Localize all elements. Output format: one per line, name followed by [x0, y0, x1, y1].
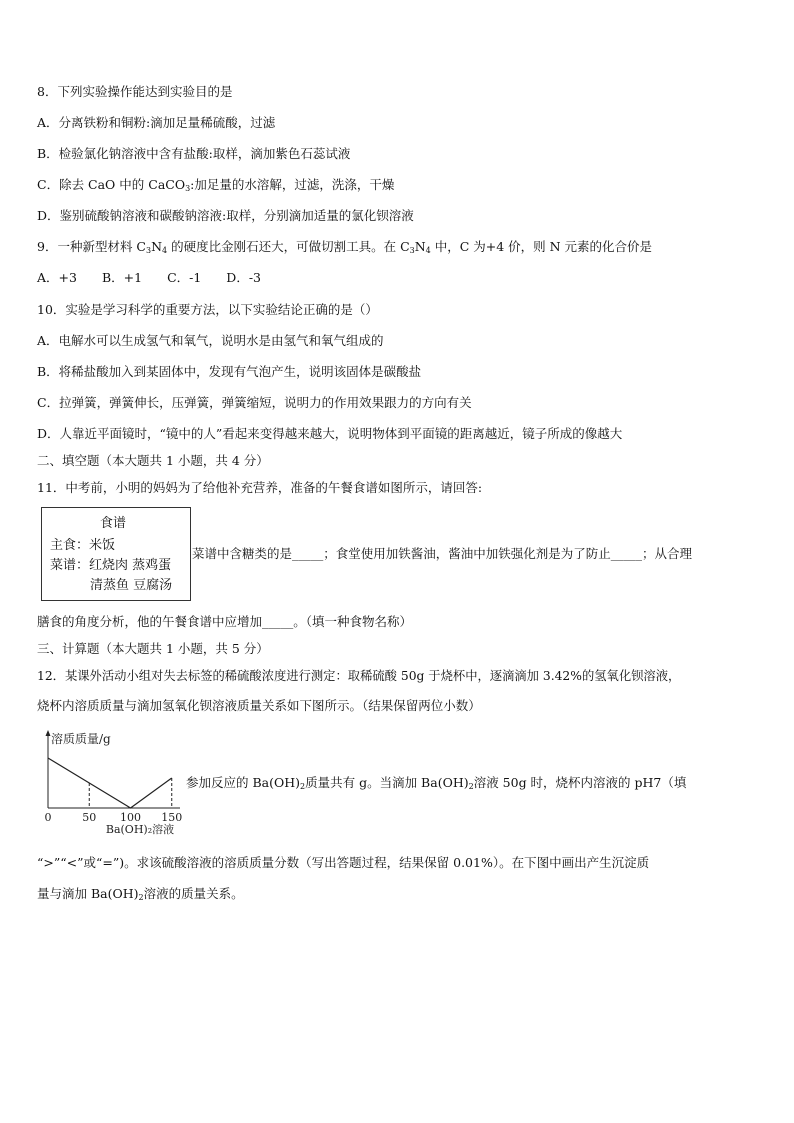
x-tick-label-2: 150	[161, 811, 183, 824]
menu-staple: 主食：米饭	[50, 538, 116, 553]
q8-option-d: D．鉴别硫酸钠溶液和碳酸钠溶液:取样，分别滴加适量的氯化钡溶液	[37, 208, 414, 223]
q8-stem: 8．下列实验操作能达到实验目的是	[37, 84, 233, 99]
q11-text-2: 膳食的角度分析，他的午餐食谱中应增加_____。（填一种食物名称）	[37, 614, 413, 629]
menu-dishes-line1: 菜谱：红烧肉 蒸鸡蛋	[50, 558, 172, 573]
q12-side-text	[186, 775, 686, 791]
q12-side-pre: 参加反应的 Ba(OH)	[186, 775, 301, 790]
solute-mass-chart	[30, 730, 190, 840]
x-origin-label: 0	[44, 811, 52, 824]
q9-stem	[37, 239, 652, 255]
q12-line2: 烧杯内溶质质量与滴加氢氧化钡溶液质量关系如下图所示。（结果保留两位小数）	[37, 698, 481, 713]
q8-c-post: :加足量的水溶解，过滤，洗涤，干燥	[190, 177, 395, 192]
q12-line1: 12．某课外活动小组对失去标签的稀硫酸浓度进行测定：取稀硫酸 50g 于烧杯中，逐滴滴加 3.42%的氢氧化钡溶液，	[37, 669, 681, 683]
chart-series-line	[48, 758, 172, 808]
q12-line4-post: 溶液的质量关系。	[143, 886, 244, 901]
q12-line3: “>”“<”或“=”)。求该硫酸溶液的溶质质量分数（写出答题过程，结果保留 0.01%）。在下图中画出产生沉淀质	[37, 855, 650, 870]
q10-option-b: B．将稀盐酸加入到某固体中，发现有气泡产生，说明该固体是碳酸盐	[37, 364, 422, 379]
menu-title: 食谱	[100, 516, 127, 531]
x-tick-label-0: 50	[82, 811, 97, 824]
q12-side-mid: 质量共有 g。当滴加 Ba(OH)	[305, 775, 469, 790]
q9-s1: 9．一种新型材料 C	[37, 239, 146, 254]
q12-line4-sub: 2	[138, 893, 144, 902]
q9-s5: 中，C 为+4 价，则 N 元素的化合价是	[430, 239, 653, 254]
q10-option-c: C．拉弹簧，弹簧伸长，压弹簧，弹簧缩短，说明力的作用效果跟力的方向有关	[37, 395, 472, 410]
section-fill-in-heading: 二、填空题（本大题共 1 小题，共 4 分）	[37, 453, 269, 468]
q9-s1-sub: 3	[146, 246, 152, 255]
q12-line4-pre: 量与滴加 Ba(OH)	[37, 886, 139, 901]
q8-c-sub: 3	[185, 184, 191, 193]
q9-s4-sub: 4	[425, 246, 431, 255]
x-axis-label: Ba(OH)₂溶液	[105, 823, 175, 836]
q11-text-1: 菜谱中含糖类的是_____；食堂使用加铁酱油，酱油中加铁强化剂是为了防止_____；从合理	[192, 546, 693, 561]
x-tick-label-1: 100	[120, 811, 141, 824]
q12-side-sub2: 2	[468, 782, 474, 791]
menu-box	[41, 507, 191, 601]
q9-options: A．+3 B．+1 C．-1 D．-3	[37, 270, 262, 285]
q9-s2-sub: 4	[162, 246, 168, 255]
menu-dishes-line2: 清蒸鱼 豆腐汤	[90, 578, 173, 593]
q9-s4: N	[414, 239, 426, 254]
q11-stem: 11．中考前，小明的妈妈为了给他补充营养，准备的午餐食谱如图所示，请回答:	[37, 480, 483, 495]
q12-line4	[37, 886, 244, 902]
q8-c-pre: C．除去 CaO 中的 CaCO	[37, 177, 186, 192]
q12-side-post: 溶液 50g 时，烧杯内溶液的 pH7（填	[473, 775, 687, 790]
q12-side-sub: 2	[300, 782, 306, 791]
section-calc-heading: 三、计算题（本大题共 1 小题，共 5 分）	[37, 641, 269, 656]
q9-s3-sub: 3	[409, 246, 415, 255]
q9-s3: 的硬度比金刚石还大，可做切割工具。在 C	[167, 239, 410, 254]
q9-s2: N	[151, 239, 163, 254]
y-axis-arrow	[46, 730, 51, 736]
y-axis-label: 溶质质量/g	[51, 732, 111, 746]
q10-stem: 10．实验是学习科学的重要方法，以下实验结论正确的是（）	[37, 302, 378, 317]
q8-option-b: B．检验氯化钠溶液中含有盐酸:取样，滴加紫色石蕊试液	[37, 146, 351, 161]
q8-option-a: A．分离铁粉和铜粉:滴加足量稀硫酸，过滤	[37, 115, 276, 130]
chart-dashed-lines	[89, 778, 172, 808]
q10-option-a: A．电解水可以生成氢气和氧气，说明水是由氢气和氧气组成的	[37, 333, 384, 348]
q8-option-c	[37, 177, 394, 193]
q10-option-d: D．人靠近平面镜时，“镜中的人”看起来变得越来越大，说明物体到平面镜的距离越近，镜子所成的像越大	[37, 426, 623, 441]
